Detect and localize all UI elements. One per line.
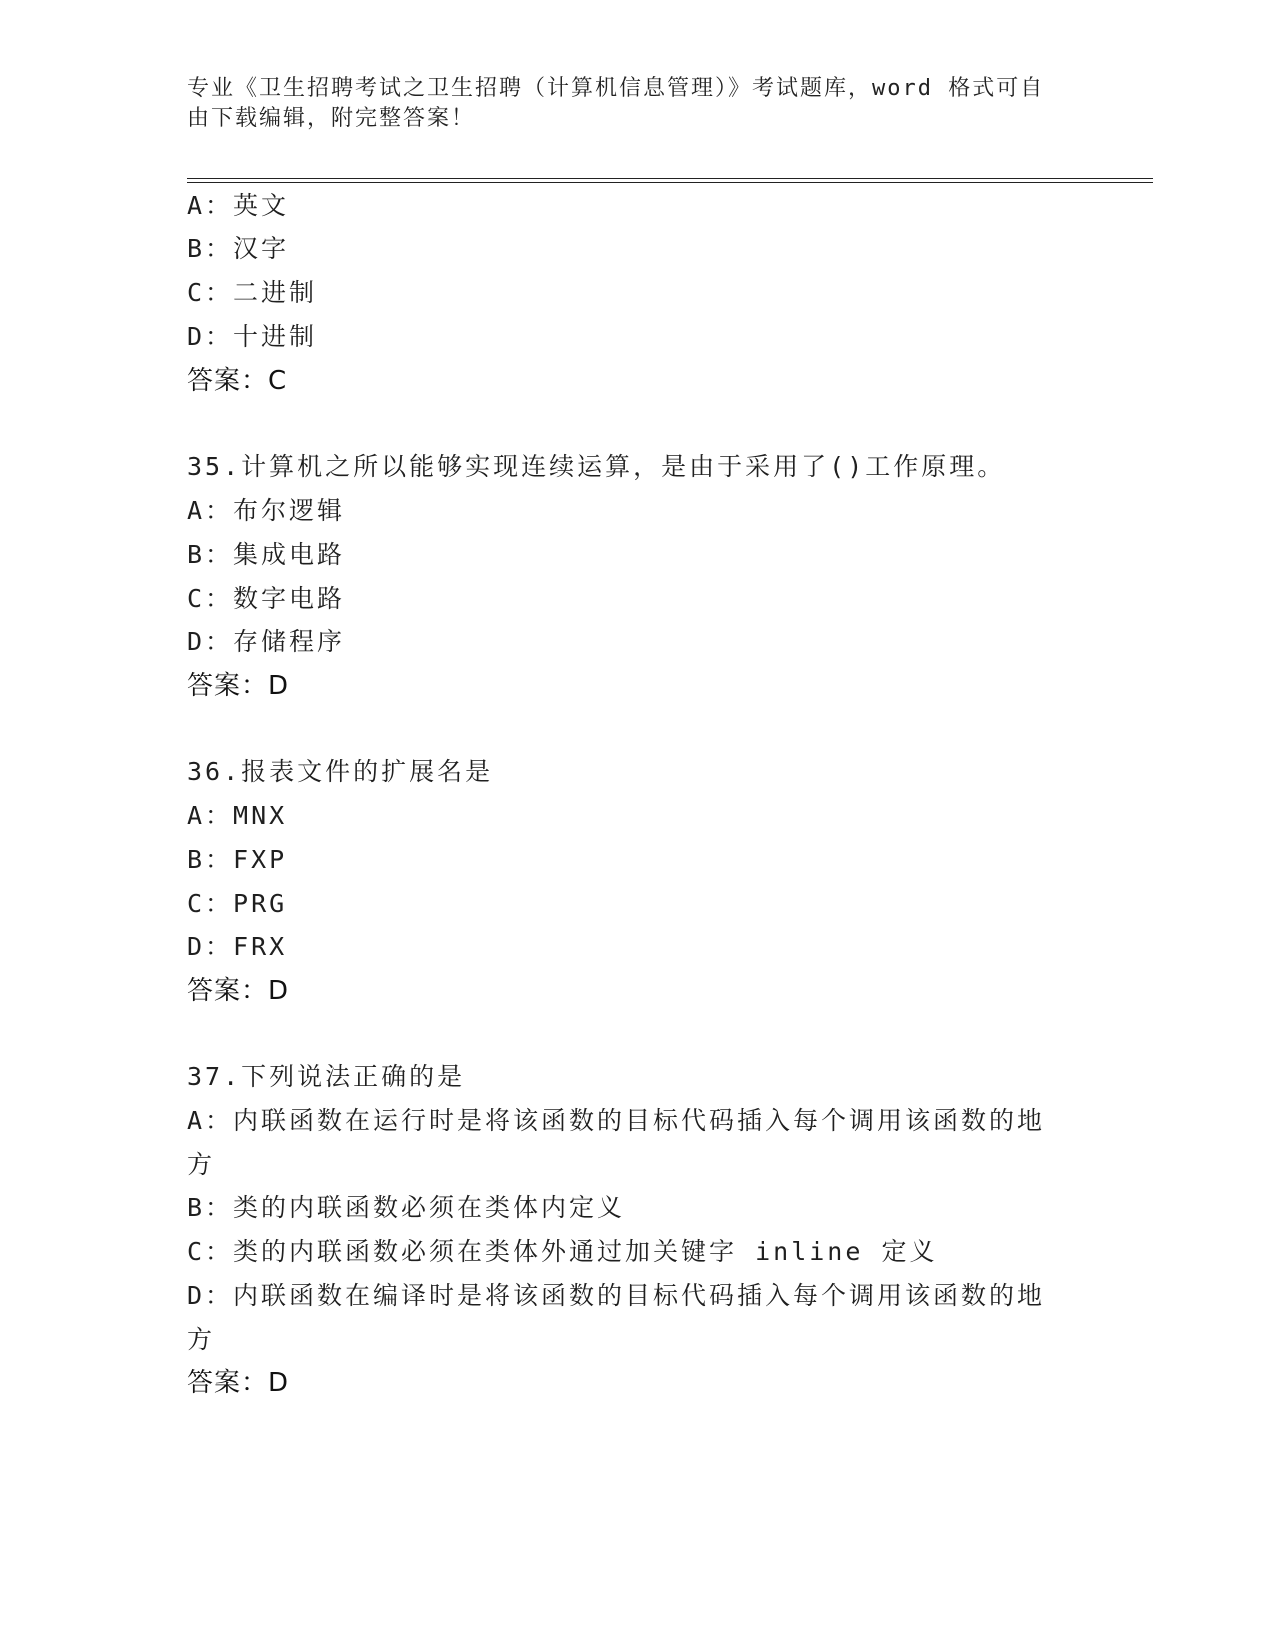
q37-option-a: A：内联函数在运行时是将该函数的目标代码插入每个调用该函数的地 [187,1106,1046,1135]
q37-option-d: D：内联函数在编译时是将该函数的目标代码插入每个调用该函数的地 [187,1281,1046,1310]
q34-option-a: A：英文 [187,191,290,220]
header-divider [187,178,1153,183]
q36-question: 36.报表文件的扩展名是 [187,757,494,786]
q37-option-c: C：类的内联函数必须在类体外通过加关键字 inline 定义 [187,1237,938,1266]
q36-answer: 答案：D [187,976,290,1006]
q36-option-c: C：PRG [187,889,288,918]
q35-option-c: C：数字电路 [187,584,346,613]
q37-answer: 答案：D [187,1368,290,1398]
q37-option-b: B：类的内联函数必须在类体内定义 [187,1193,626,1222]
q37-question: 37.下列说法正确的是 [187,1062,466,1091]
q37-option-d-continued: 方 [187,1325,216,1354]
q36-option-a: A：MNX [187,801,288,830]
q34-option-b: B：汉字 [187,234,290,263]
q35-option-b: B：集成电路 [187,540,346,569]
q37-option-a-continued: 方 [187,1150,216,1179]
q35-question: 35.计算机之所以能够实现连续运算，是由于采用了()工作原理。 [187,452,1006,481]
header-title-line1: 专业《卫生招聘考试之卫生招聘（计算机信息管理）》考试题库，word 格式可自 [187,76,1045,101]
q34-option-c: C：二进制 [187,278,318,307]
q36-option-b: B：FXP [187,845,288,874]
q35-option-d: D：存储程序 [187,627,346,656]
q34-option-d: D：十进制 [187,322,318,351]
q35-option-a: A：布尔逻辑 [187,496,346,525]
header-title-line2: 由下载编辑，附完整答案！ [187,106,476,131]
document-header [187,74,1087,134]
q35-answer: 答案：D [187,671,290,701]
q34-answer: 答案：C [187,366,288,396]
q36-option-d: D：FRX [187,932,288,961]
